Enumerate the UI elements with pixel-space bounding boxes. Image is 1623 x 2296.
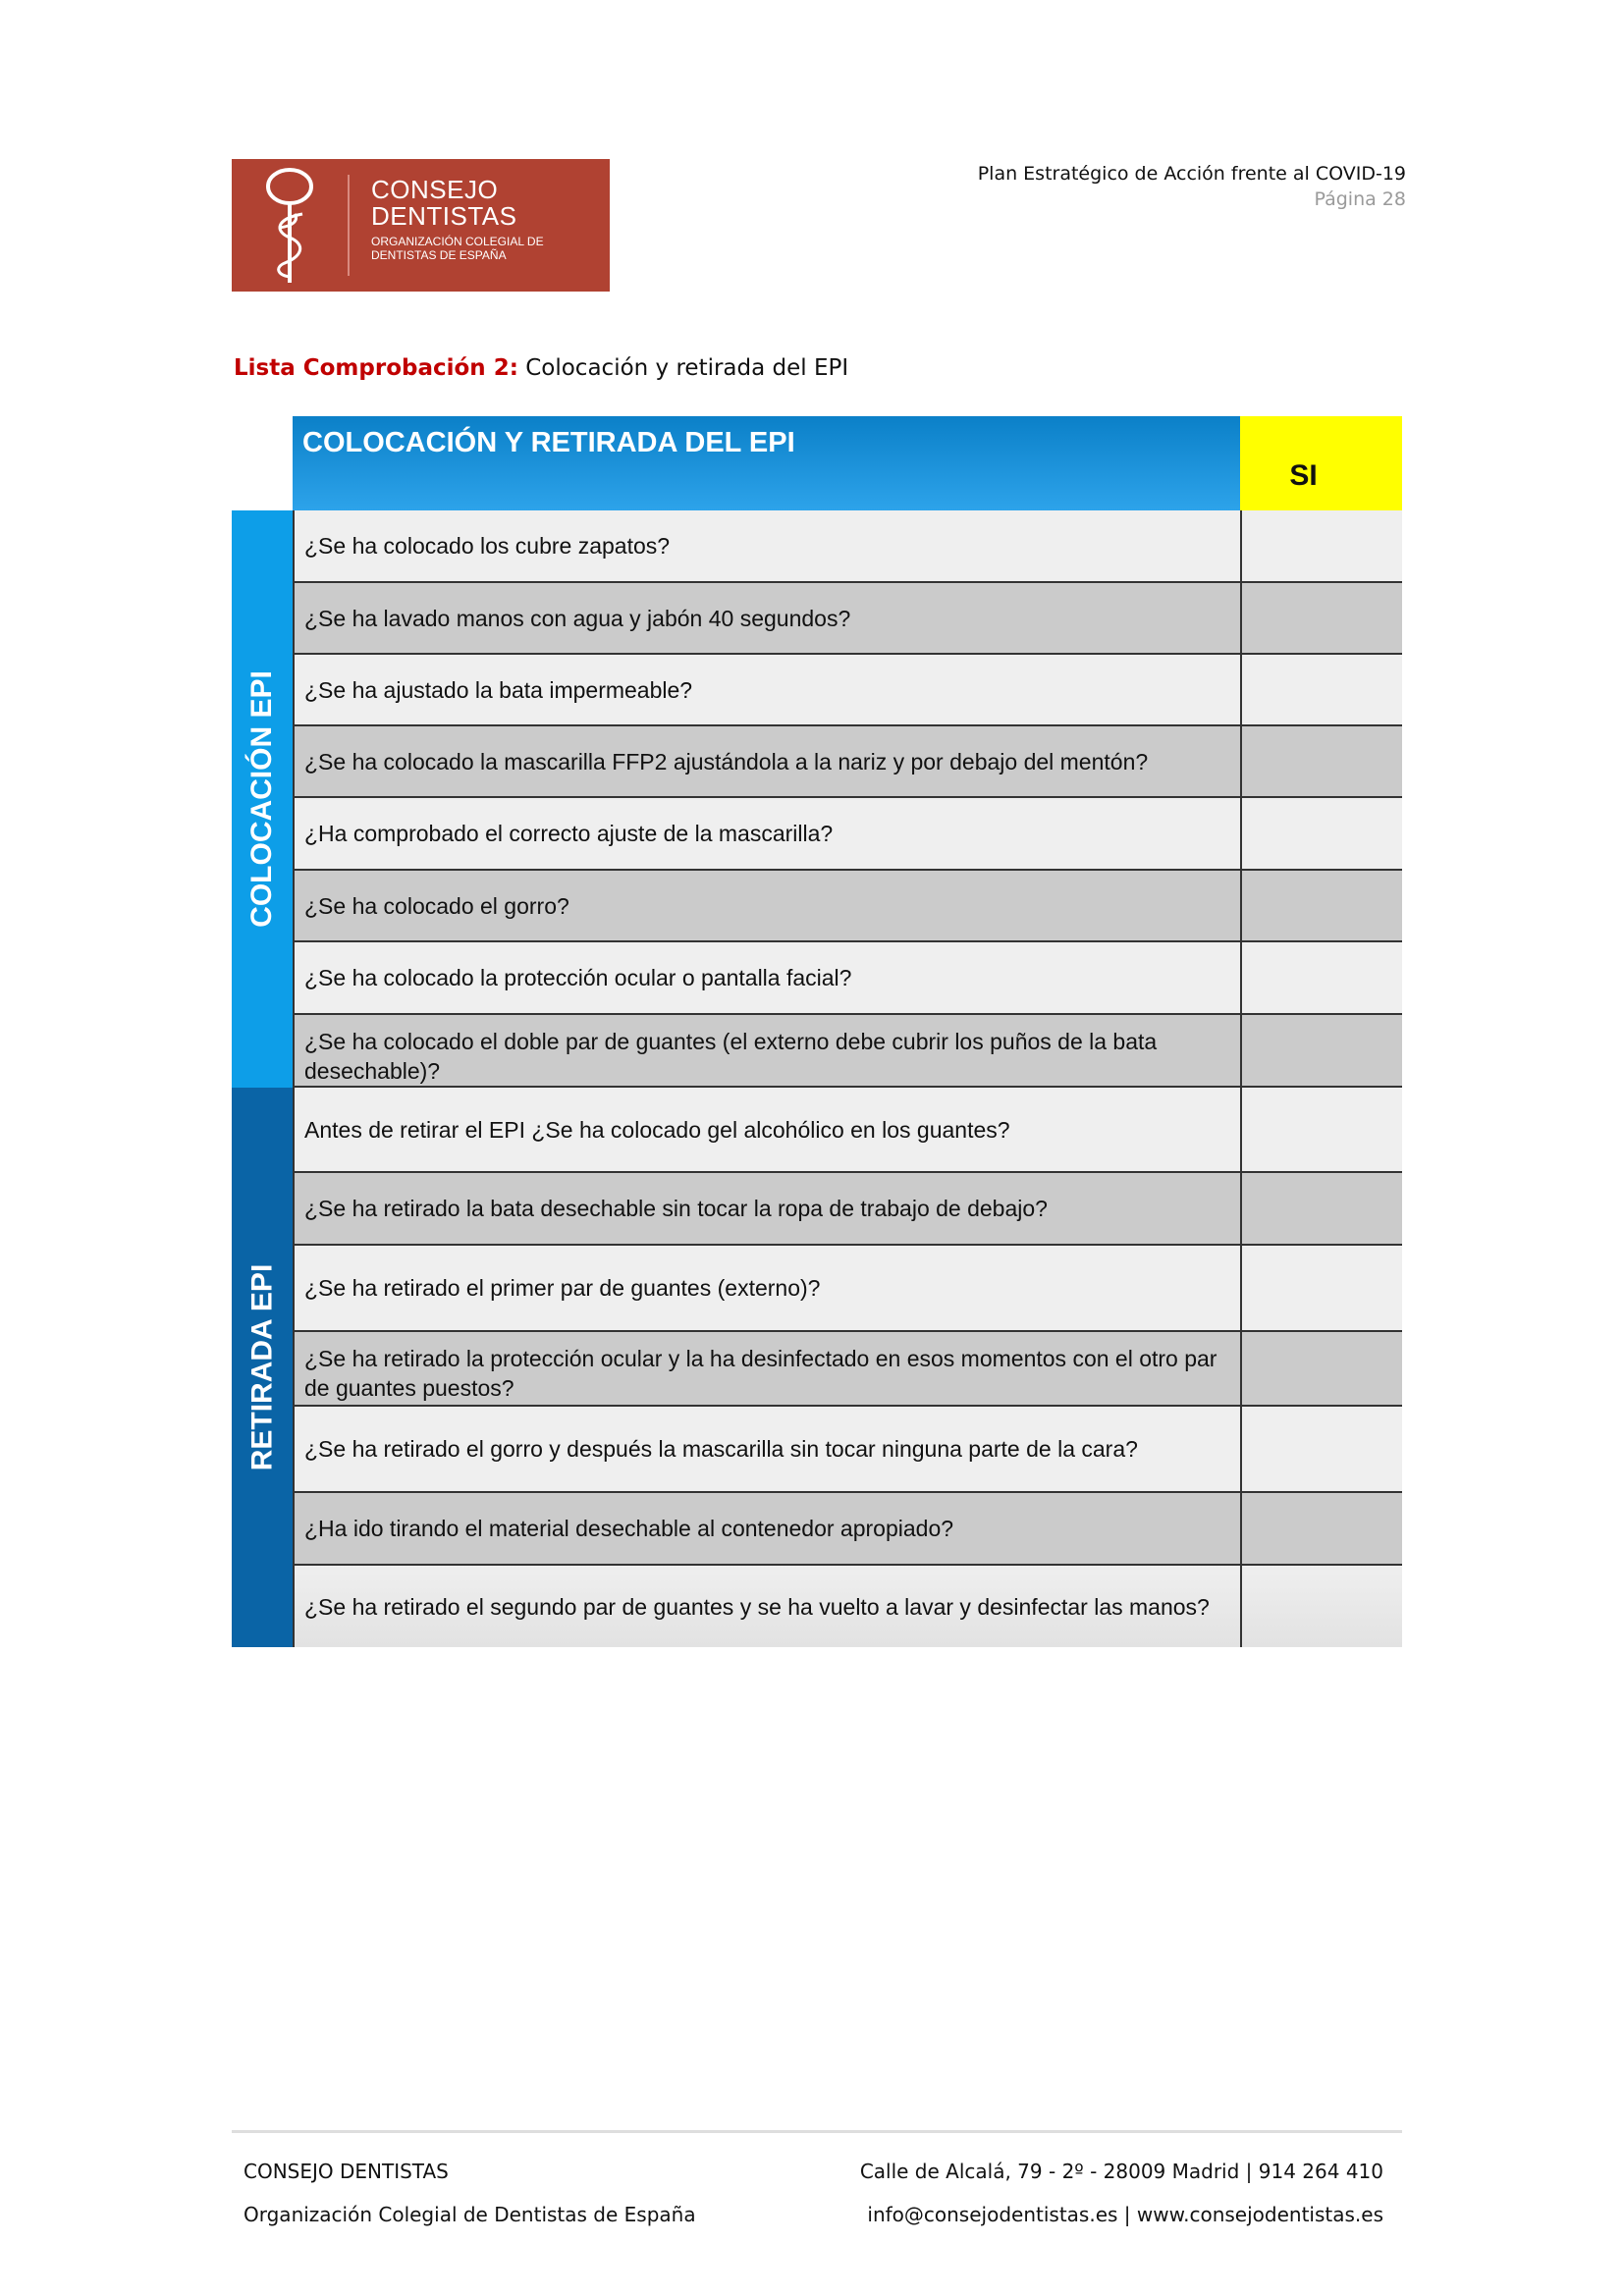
table-row	[293, 871, 1402, 942]
page-number: Página 28	[1314, 188, 1406, 210]
si-checkbox[interactable]	[1240, 1015, 1402, 1088]
question-text: ¿Se ha colocado el doble par de guantes (el externo debe cubrir los puños de la bata desechable)?	[293, 1015, 1240, 1088]
question-text: ¿Ha comprobado el correcto ajuste de la mascarilla?	[293, 798, 1240, 871]
si-checkbox[interactable]	[1240, 1088, 1402, 1173]
table-row	[293, 1566, 1402, 1647]
question-text: ¿Se ha retirado el primer par de guantes (externo)?	[293, 1246, 1240, 1332]
consejo-dentistas-logo	[232, 159, 610, 292]
si-checkbox[interactable]	[1240, 510, 1402, 583]
footer-divider	[232, 2130, 1402, 2133]
table-row	[293, 583, 1402, 655]
question-text: ¿Se ha lavado manos con agua y jabón 40 segundos?	[293, 583, 1240, 655]
si-checkbox[interactable]	[1240, 798, 1402, 871]
logo-divider	[348, 175, 350, 276]
question-text: Antes de retirar el EPI ¿Se ha colocado gel alcohólico en los guantes?	[293, 1088, 1240, 1173]
page-header	[978, 161, 1406, 212]
si-checkbox[interactable]	[1240, 1407, 1402, 1493]
caption-label: Lista Comprobación 2:	[234, 355, 518, 381]
table-row	[293, 1493, 1402, 1566]
logo-line-3: ORGANIZACIÓN COLEGIAL DE DENTISTAS DE ESPAÑA	[371, 235, 544, 262]
section-label-text: RETIRADA EPI	[245, 1263, 279, 1471]
si-checkbox[interactable]	[1240, 583, 1402, 655]
question-text: ¿Se ha retirado el gorro y después la mascarilla sin tocar ninguna parte de la cara?	[293, 1407, 1240, 1493]
si-checkbox[interactable]	[1240, 655, 1402, 726]
document-title: Plan Estratégico de Acción frente al COVID-19	[977, 163, 1406, 185]
si-checkbox[interactable]	[1240, 942, 1402, 1015]
caduceus-icon	[255, 165, 324, 287]
section-label-colocacion	[232, 510, 293, 1088]
footer-contact: info@consejodentistas.es | www.consejodentistas.es	[867, 2203, 1383, 2226]
table-row	[293, 1246, 1402, 1332]
table-row	[293, 1173, 1402, 1246]
si-checkbox[interactable]	[1240, 1246, 1402, 1332]
si-label: SI	[1289, 459, 1318, 492]
footer-org: CONSEJO DENTISTAS	[243, 2160, 449, 2183]
footer-org-sub: Organización Colegial de Dentistas de España	[243, 2203, 696, 2226]
checklist-caption	[234, 355, 848, 381]
si-column-header	[1240, 416, 1402, 510]
table-row	[293, 726, 1402, 798]
caption-text: Colocación y retirada del EPI	[517, 355, 849, 381]
si-checkbox[interactable]	[1240, 1493, 1402, 1566]
question-text: ¿Se ha ajustado la bata impermeable?	[293, 655, 1240, 726]
question-text: ¿Ha ido tirando el material desechable al contenedor apropiado?	[293, 1493, 1240, 1566]
si-checkbox[interactable]	[1240, 1566, 1402, 1647]
table-row	[293, 510, 1402, 583]
table-row	[293, 942, 1402, 1015]
table-row	[293, 1015, 1402, 1088]
logo-line-2: DENTISTAS	[371, 201, 517, 231]
table-row	[293, 1088, 1402, 1173]
table-row	[293, 1332, 1402, 1407]
question-text: ¿Se ha colocado la mascarilla FFP2 ajustándola a la nariz y por debajo del mentón?	[293, 726, 1240, 798]
table-row	[293, 655, 1402, 726]
si-checkbox[interactable]	[1240, 726, 1402, 798]
section-label-text: COLOCACIÓN EPI	[245, 670, 278, 928]
table-title: COLOCACIÓN Y RETIRADA DEL EPI	[293, 416, 1240, 510]
question-text: ¿Se ha colocado la protección ocular o pantalla facial?	[293, 942, 1240, 1015]
table-row	[293, 798, 1402, 871]
si-checkbox[interactable]	[1240, 871, 1402, 942]
section-label-retirada	[232, 1088, 293, 1647]
table-row	[293, 1407, 1402, 1493]
logo-line-1: CONSEJO	[371, 175, 499, 204]
question-text: ¿Se ha retirado la bata desechable sin tocar la ropa de trabajo de debajo?	[293, 1173, 1240, 1246]
si-checkbox[interactable]	[1240, 1332, 1402, 1407]
footer-address: Calle de Alcalá, 79 - 2º - 28009 Madrid | 914 264 410	[859, 2160, 1383, 2183]
si-checkbox[interactable]	[1240, 1173, 1402, 1246]
question-text: ¿Se ha retirado la protección ocular y la ha desinfectado en esos momentos con el otro par de guantes puestos?	[293, 1332, 1240, 1407]
question-text: ¿Se ha colocado los cubre zapatos?	[293, 510, 1240, 583]
question-text: ¿Se ha retirado el segundo par de guantes y se ha vuelto a lavar y desinfectar las manos?	[293, 1566, 1240, 1647]
question-text: ¿Se ha colocado el gorro?	[293, 871, 1240, 942]
